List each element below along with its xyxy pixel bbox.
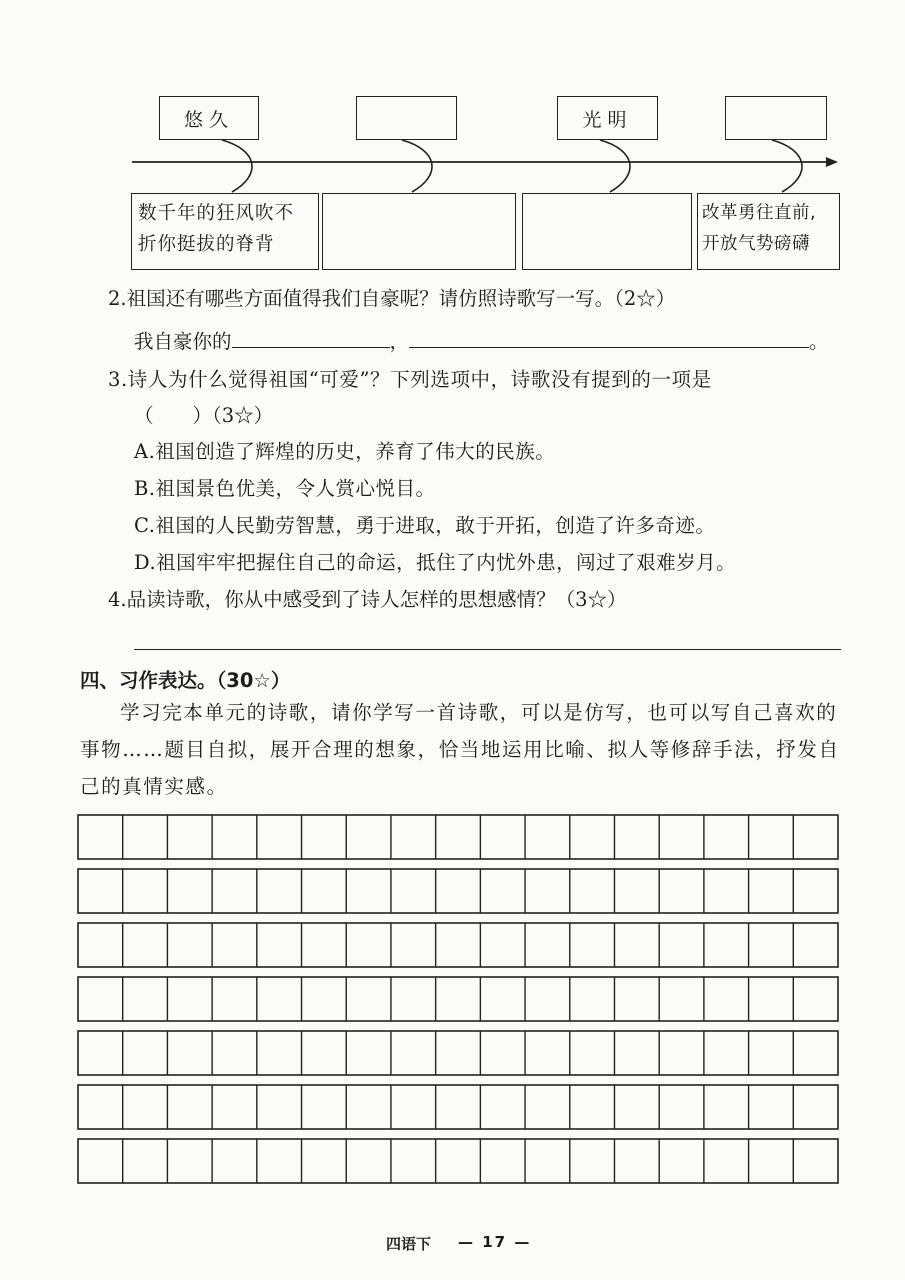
grid-row-frame [78,1031,838,1075]
timeline-bottom-box-1: 数千年的狂风吹不 折你挺拔的脊背 [131,193,319,270]
q3-option-b[interactable]: B.祖国景色优美，令人赏心悦目。 [134,477,436,500]
grid-row[interactable] [78,1031,838,1075]
footer-subject: 四语下 [386,1235,432,1253]
q2-answer-line [134,329,829,354]
q2-period: 。 [809,330,829,353]
timeline-top-box-1: 悠久 [159,96,259,140]
q4-answer-line[interactable] [134,649,841,650]
q2-blank-1[interactable] [232,329,390,348]
timeline-top-box-2[interactable] [356,96,457,140]
question-3: 3.诗人为什么觉得祖国“可爱”？下列选项中，诗歌没有提到的一项是 [108,368,712,391]
grid-row-frame [78,977,838,1021]
grid-row-frame [78,923,838,967]
grid-row[interactable] [78,1139,838,1183]
q3-option-c[interactable]: C.祖国的人民勤劳智慧，勇于进取，敢于开拓，创造了许多奇迹。 [134,514,716,537]
timeline-top-box-4[interactable] [725,96,827,140]
arrow-head-icon [826,157,838,167]
grid-row[interactable] [78,815,838,859]
grid-row-frame [78,815,838,859]
grid-row-frame [78,869,838,913]
q3-option-a[interactable]: A.祖国创造了辉煌的历史，养育了伟大的民族。 [134,440,556,463]
question-2: 2.祖国还有哪些方面值得我们自豪呢？请仿照诗歌写一写。（2☆） [108,287,676,310]
q3-option-d[interactable]: D.祖国牢牢把握住自己的命运，抵住了内忧外患，闯过了艰难岁月。 [134,551,737,574]
grid-row[interactable] [78,977,838,1021]
connector-curve [772,140,802,192]
grid-row-frame [78,1139,838,1183]
q2-comma: ， [389,330,410,353]
grid-row[interactable] [78,923,838,967]
page-number: — 17 — [458,1233,532,1251]
connector-curve [402,140,432,192]
timeline-bottom-box-2[interactable] [322,193,516,270]
grid-row-frame [78,1085,838,1129]
q3-answer-paren[interactable]: （ ）（3☆） [134,404,274,427]
connector-curve [600,140,630,192]
section-4-instructions: 学习完本单元的诗歌，请你学写一首诗歌，可以是仿写，也可以写自己喜欢的事物……题目自拟，展开合理的想象，恰当地运用比喻、拟人等修辞手法，抒发自己的真情实感。 [80,701,840,798]
section-4-title: 四、习作表达。（30☆） [80,669,291,692]
grid-row[interactable] [78,1085,838,1129]
q2-lead: 我自豪你的 [134,330,232,353]
timeline-top-box-3: 光明 [557,96,658,140]
timeline-bottom-box-3[interactable] [522,193,692,270]
timeline-bottom-box-4: 改革勇往直前, 开放气势磅礴 [697,193,840,270]
connector-curve [222,140,252,192]
grid-row[interactable] [78,869,838,913]
question-4: 4.品读诗歌，你从中感受到了诗人怎样的思想感情？（3☆） [108,588,627,611]
q2-blank-2[interactable] [409,329,809,348]
